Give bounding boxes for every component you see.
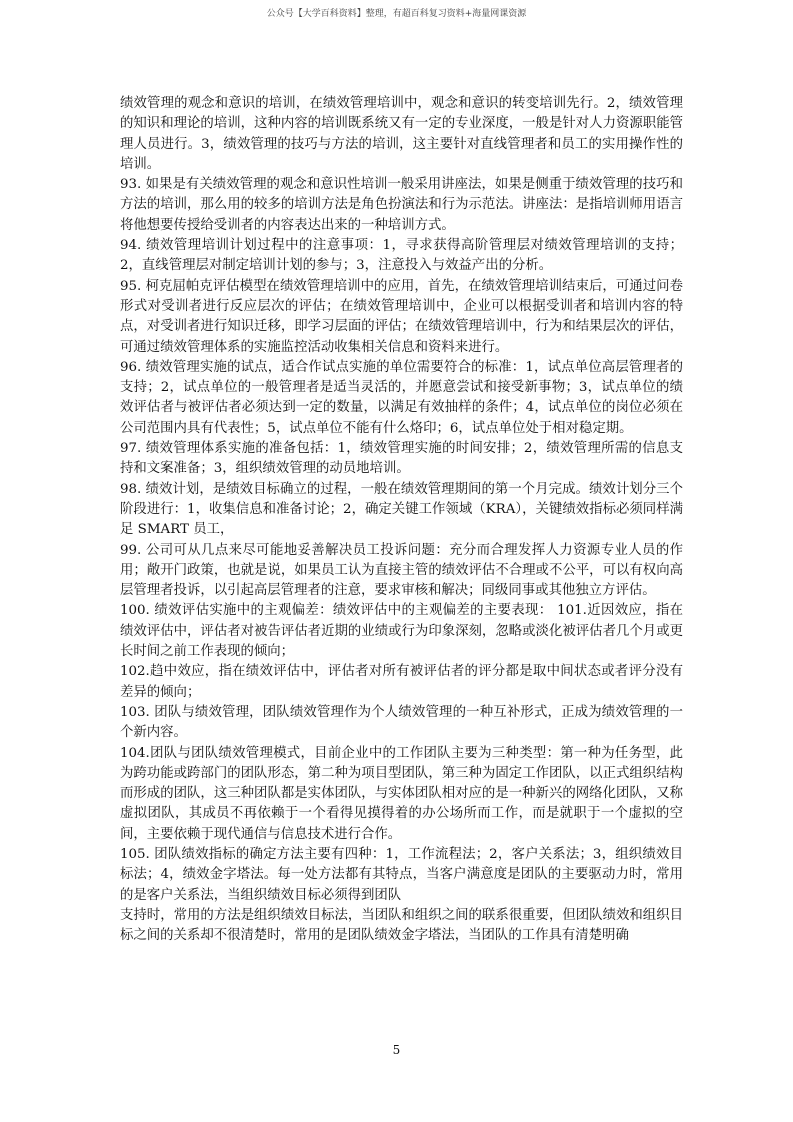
paragraph: 99. 公司可从几点来尽可能地妥善解决员工投诉问题：充分而合理发挥人力资源专业人员的作用；敞开门政策，也就是说，如果员工认为直接主管的绩效评估不合理或不公平，可以有权向高层管理者投诉，以引起高层管理者的注意，要求审核和解决；同级同事或其他独立方评估。 (120, 542, 683, 599)
paragraph: 97. 绩效管理体系实施的准备包括：1，绩效管理实施的时间安排；2，绩效管理所需的信息支持和文案准备；3，组织绩效管理的动员地培训。 (120, 441, 683, 477)
paragraph: 95. 柯克屈帕克评估模型在绩效管理培训中的应用，首先，在绩效管理培训结束后，可通过问卷形式对受训者进行反应层次的评估；在绩效管理培训中，企业可以根据受训者和培训内容的特点，对受训者进行知识迁移，即学习层面的评估；在绩效管理培训中，行为和结果层次的评估，可通过绩效管理体系的实施监控活动收集相关信息和资料来进行。 (120, 278, 683, 355)
paragraph: 94. 绩效管理培训计划过程中的注意事项：1，寻求获得高阶管理层对绩效管理培训的支持；2，直线管理层对制定培训计划的参与；3，注意投入与效益产出的分析。 (120, 238, 683, 274)
paragraph: 103. 团队与绩效管理，团队绩效管理作为个人绩效管理的一种互补形式，正成为绩效管理的一个新内容。 (120, 704, 683, 741)
page-number: 5 (392, 1043, 401, 1057)
paragraph: 100. 绩效评估实施中的主观偏差：绩效评估中的主观偏差的主要表现： 101.近因效应，指在绩效评估中，评估者对被告评估者近期的业绩或行为印象深刻，忽略或淡化被评估者几个月或更长时间之前工作表现的倾向； (120, 603, 683, 660)
page-header: 公众号【大学百科资料】整理，有超百科复习资料+海量网课资源 (266, 9, 527, 19)
paragraph: 96. 绩效管理实施的试点，适合作试点实施的单位需要符合的标准：1，试点单位高层管理者的支持；2，试点单位的一般管理者是适当灵活的，并愿意尝试和接受新事物；3，试点单位的绩效评估者与被评估者必须达到一定的数量，以满足有效抽样的条件；4，试点单位的岗位必须在公司范围内具有代表性；5，试点单位不能有什么烙印；6，试点单位处于相对稳定期。 (120, 359, 683, 436)
paragraph: 98. 绩效计划，是绩效目标确立的过程，一般在绩效管理期间的第一个月完成。绩效计划分三个阶段进行：1，收集信息和准备讨论；2，确定关键工作领域（KRA），关键绩效指标必须同样满足 SMART 员工， (120, 481, 683, 538)
paragraph: 93. 如果是有关绩效管理的观念和意识性培训一般采用讲座法，如果是侧重于绩效管理的技巧和方法的培训，那么用的较多的培训方法是角色扮演法和行为示范法。讲座法：是指培训师用语言将他想要传授给受训者的内容表达出来的一种培训方式。 (120, 177, 683, 233)
paragraph: 102.趋中效应，指在绩效评估中，评估者对所有被评估者的评分都是取中间状态或者评分没有差异的倾向； (120, 664, 683, 700)
body-text (120, 94, 683, 946)
paragraph: 105. 团队绩效指标的确定方法主要有四种：1，工作流程法；2，客户关系法；3，组织绩效目标法；4，绩效金字塔法。每一处方法都有其特点，当客户满意度是团队的主要驱动力时，常用的是客户关系法，当组织绩效目标必须得到团队 (120, 846, 683, 903)
paragraph: 104.团队与团队绩效管理模式，目前企业中的工作团队主要为三种类型：第一种为任务型，此为跨功能或跨部门的团队形态，第二种为项目型团队，第三种为固定工作团队，以正式组织结构而形成的团队，这三种团队都是实体团队，与实体团队相对应的是一种新兴的网络化团队，又称虚拟团队，其成员不再依赖于一个看得见摸得着的办公场所而工作，而是就职于一个虚拟的空间，主要依赖于现代通信与信息技术进行合作。 (120, 745, 683, 842)
paragraph: 支持时，常用的方法是组织绩效目标法，当团队和组织之间的联系很重要，但团队绩效和组织目标之间的关系却不很清楚时，常用的是团队绩效金字塔法，当团队的工作具有清楚明确 (120, 907, 683, 944)
paragraph: 绩效管理的观念和意识的培训，在绩效管理培训中，观念和意识的转变培训先行。2，绩效管理的知识和理论的培训，这种内容的培训既系统又有一定的专业深度，一般是针对人力资源职能管理人员进行。3，绩效管理的技巧与方法的培训，这主要针对直线管理者和员工的实用操作性的培训。 (120, 96, 683, 172)
